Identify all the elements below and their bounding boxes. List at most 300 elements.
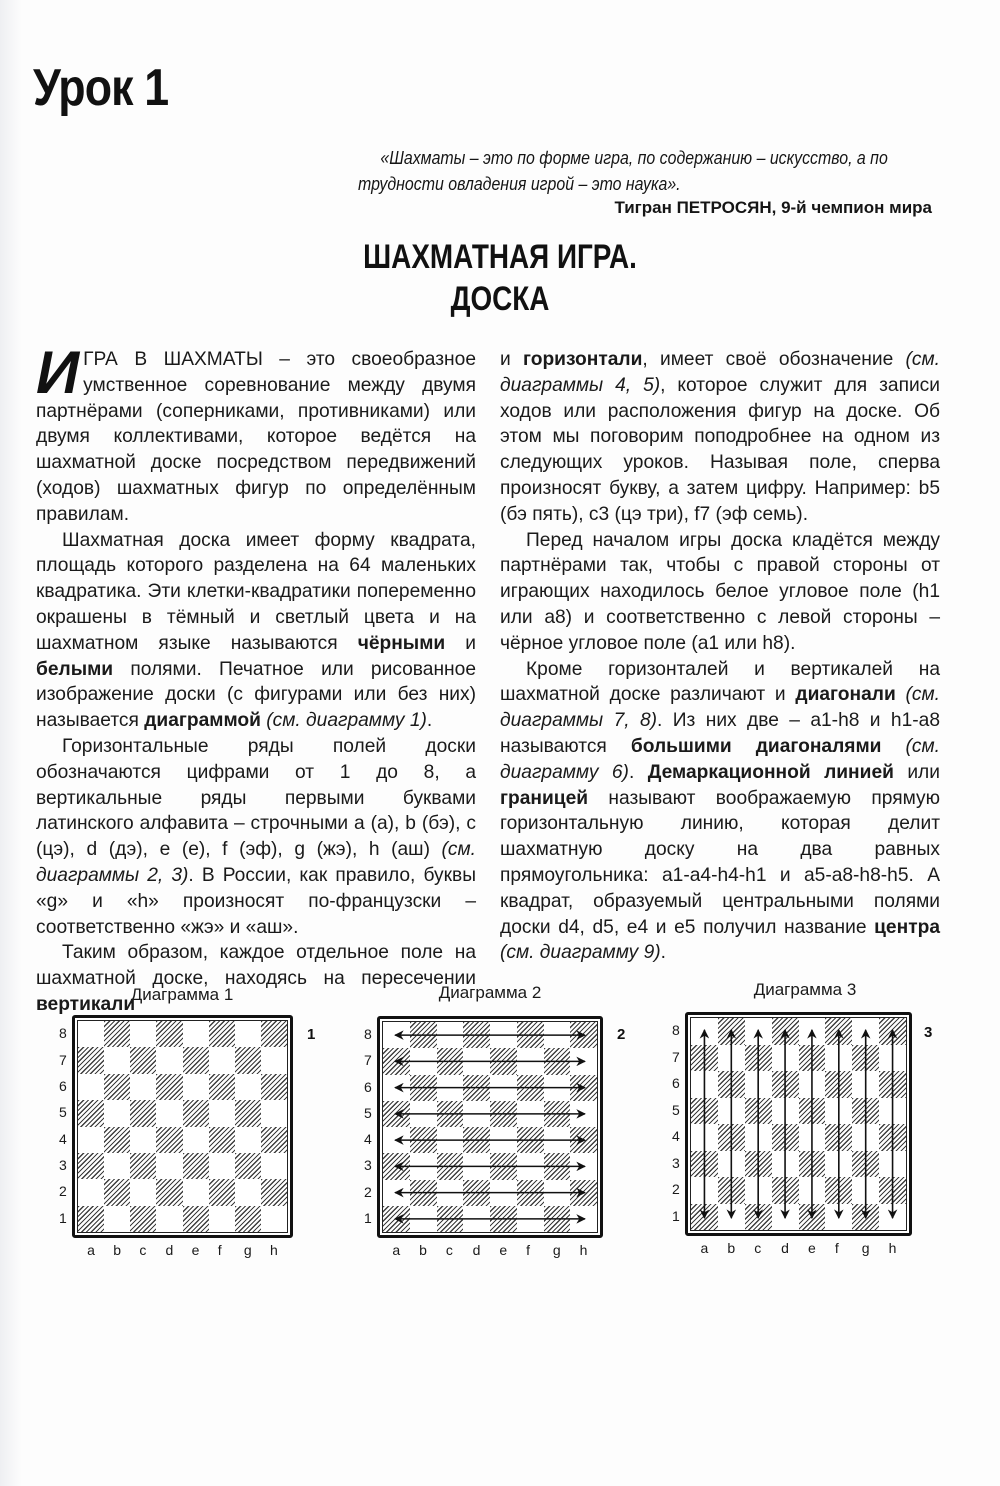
rank-label: 5 xyxy=(364,1104,372,1121)
square-g2 xyxy=(235,1179,261,1205)
file-label: g xyxy=(243,1242,252,1258)
file-label: e xyxy=(191,1242,200,1258)
square-c7 xyxy=(745,1045,772,1072)
square-d5 xyxy=(772,1098,799,1125)
square-c6 xyxy=(130,1074,156,1100)
file-label: d xyxy=(781,1240,789,1256)
square-a2 xyxy=(78,1179,104,1205)
square-b1 xyxy=(104,1206,130,1232)
square-c4 xyxy=(130,1127,156,1153)
square-d8 xyxy=(463,1022,490,1048)
square-f5 xyxy=(209,1100,235,1126)
square-e3 xyxy=(490,1153,517,1179)
square-a8 xyxy=(78,1021,104,1047)
term-horizontal: горизонтали xyxy=(522,349,643,370)
square-g3 xyxy=(544,1153,571,1179)
square-h5 xyxy=(570,1101,597,1127)
square-d7 xyxy=(772,1045,799,1072)
paragraph-lead: ГРА В ШАХМАТЫ xyxy=(83,349,263,370)
square-e8 xyxy=(799,1018,826,1045)
section-title xyxy=(336,236,664,320)
rank-label: 8 xyxy=(59,1025,67,1042)
square-d6 xyxy=(156,1074,182,1100)
square-a7 xyxy=(691,1045,718,1072)
square-f2 xyxy=(825,1177,852,1204)
text-run: и xyxy=(500,349,523,370)
square-g5 xyxy=(544,1101,571,1127)
square-g6 xyxy=(235,1074,261,1100)
rank-label: 6 xyxy=(364,1078,372,1095)
square-a5 xyxy=(78,1100,104,1126)
square-f7 xyxy=(517,1048,544,1074)
square-c8 xyxy=(130,1021,156,1047)
square-d1 xyxy=(156,1206,182,1232)
square-f8 xyxy=(517,1022,544,1048)
text-run: или xyxy=(893,761,940,783)
square-d6 xyxy=(463,1075,490,1101)
square-h7 xyxy=(261,1047,287,1073)
square-f2 xyxy=(517,1180,544,1206)
square-g7 xyxy=(235,1047,261,1073)
square-b5 xyxy=(718,1098,745,1125)
file-label: f xyxy=(834,1240,839,1256)
square-c3 xyxy=(437,1153,464,1179)
square-d3 xyxy=(463,1153,490,1179)
text-run: . В России, как правило, буквы «g» и «h» произносят по-французски – соответственно «жэ» и «аш». xyxy=(36,864,476,938)
square-b5 xyxy=(410,1101,437,1127)
square-e2 xyxy=(490,1180,517,1206)
term-big-diagonals: большими диагоналями xyxy=(630,735,882,757)
square-d2 xyxy=(463,1180,490,1206)
square-d4 xyxy=(772,1124,799,1151)
rank-label: 6 xyxy=(59,1077,67,1094)
square-e5 xyxy=(183,1100,209,1126)
square-e7 xyxy=(490,1048,517,1074)
square-b2 xyxy=(104,1179,130,1205)
square-h6 xyxy=(261,1074,287,1100)
text-run: и xyxy=(445,632,476,654)
square-a2 xyxy=(383,1180,410,1206)
file-label: b xyxy=(419,1242,427,1258)
square-g7 xyxy=(544,1048,571,1074)
square-e7 xyxy=(183,1047,209,1073)
square-c2 xyxy=(745,1177,772,1204)
square-h2 xyxy=(570,1180,597,1206)
square-a4 xyxy=(691,1124,718,1151)
diagram-number: 1 xyxy=(307,1026,316,1043)
text-run: , которое служит для записи ходов или расположения фигур на доске. Об этом мы поговорим поподробнее на одном из следующих уроков. Называя поле, сперва произносят букву, а затем цифру. Например: b5 (бэ пять), c3 (цэ три), f7 (эф семь). xyxy=(500,374,940,525)
square-g1 xyxy=(852,1204,879,1231)
diagram-caption: Диаграмма 1 xyxy=(130,985,234,1004)
square-g5 xyxy=(852,1098,879,1125)
square-g4 xyxy=(544,1127,571,1153)
square-g2 xyxy=(544,1180,571,1206)
square-b3 xyxy=(104,1153,130,1179)
square-h7 xyxy=(879,1045,906,1072)
square-g1 xyxy=(544,1206,571,1232)
square-h4 xyxy=(261,1127,287,1153)
diagram-reference: (см. диаграммы 4, 5) xyxy=(500,349,940,396)
square-d1 xyxy=(463,1206,490,1232)
square-b4 xyxy=(718,1124,745,1151)
file-label: b xyxy=(113,1242,121,1258)
term-white: белыми xyxy=(36,658,114,680)
square-d6 xyxy=(772,1071,799,1098)
square-c8 xyxy=(745,1018,772,1045)
square-h8 xyxy=(570,1022,597,1048)
paragraph-1 xyxy=(36,339,476,528)
chessboard xyxy=(377,1016,603,1238)
square-h8 xyxy=(879,1018,906,1045)
square-f5 xyxy=(517,1101,544,1127)
square-e1 xyxy=(490,1206,517,1232)
term-center: центра xyxy=(874,916,940,938)
square-c5 xyxy=(130,1100,156,1126)
text-column-right xyxy=(500,347,940,966)
paragraph-text: – это своеобразное умственное соревнование между двумя партнёрами (соперниками, противниками) или двумя коллективами, которое ведётся на шахматной доске посредством передвижений (ходов) шахматных фигур по определённым правилам. xyxy=(36,349,476,525)
square-c5 xyxy=(745,1098,772,1125)
square-f1 xyxy=(209,1206,235,1232)
rank-label: 7 xyxy=(364,1052,372,1069)
file-label: c xyxy=(754,1240,762,1256)
text-run xyxy=(881,736,905,757)
square-e5 xyxy=(490,1101,517,1127)
square-g6 xyxy=(544,1075,571,1101)
square-f2 xyxy=(209,1179,235,1205)
rank-label: 8 xyxy=(364,1026,372,1043)
square-b3 xyxy=(410,1153,437,1179)
square-g8 xyxy=(235,1021,261,1047)
square-h3 xyxy=(570,1153,597,1179)
square-a6 xyxy=(78,1074,104,1100)
file-label: f xyxy=(526,1242,531,1258)
square-g7 xyxy=(852,1045,879,1072)
square-f1 xyxy=(825,1204,852,1231)
section-title-line-1: ШАХМАТНАЯ ИГРА. xyxy=(363,238,637,276)
diagram-caption: Диаграмма 2 xyxy=(438,983,542,1002)
diagram-reference: (см. диаграмму 1) xyxy=(266,710,427,732)
rank-label: 3 xyxy=(672,1154,680,1171)
square-g3 xyxy=(852,1151,879,1178)
square-h6 xyxy=(570,1075,597,1101)
square-a7 xyxy=(383,1048,410,1074)
square-e6 xyxy=(799,1071,826,1098)
file-label: e xyxy=(499,1242,508,1258)
square-g1 xyxy=(235,1206,261,1232)
square-f6 xyxy=(825,1071,852,1098)
rank-label: 4 xyxy=(364,1131,372,1148)
square-a1 xyxy=(691,1204,718,1231)
square-h3 xyxy=(261,1153,287,1179)
square-c1 xyxy=(130,1206,156,1232)
rank-label: 3 xyxy=(364,1157,372,1174)
square-g5 xyxy=(235,1100,261,1126)
square-h5 xyxy=(879,1098,906,1125)
square-e8 xyxy=(183,1021,209,1047)
page-edge-shadow xyxy=(0,0,22,1486)
square-d2 xyxy=(156,1179,182,1205)
square-f8 xyxy=(209,1021,235,1047)
square-h4 xyxy=(879,1124,906,1151)
section-title-line-2: ДОСКА xyxy=(450,280,550,318)
square-a5 xyxy=(383,1101,410,1127)
drop-cap: И xyxy=(36,339,80,406)
rank-label: 1 xyxy=(364,1209,372,1226)
square-b6 xyxy=(410,1075,437,1101)
square-b8 xyxy=(104,1021,130,1047)
square-c5 xyxy=(437,1101,464,1127)
text-run: называют воображаемую прямую горизонтальную линию, которая делит шахматную доску на два равных прямоугольника: a1-a4-h4-h1 и a5-a8-h8-h5. А квадрат, образуемый центральными полями доски d4, d5, e4 и e5 получил название xyxy=(500,787,940,938)
rank-label: 7 xyxy=(59,1051,67,1068)
chessboard xyxy=(72,1015,293,1238)
term-diagonals: диагонали xyxy=(795,684,896,706)
square-b6 xyxy=(104,1074,130,1100)
file-label: h xyxy=(888,1240,897,1256)
chessboard xyxy=(685,1012,912,1236)
square-d7 xyxy=(156,1047,182,1073)
square-f3 xyxy=(517,1153,544,1179)
file-label: c xyxy=(445,1242,453,1258)
rank-label: 7 xyxy=(672,1048,680,1065)
square-b8 xyxy=(410,1022,437,1048)
square-d2 xyxy=(772,1177,799,1204)
text-run: . xyxy=(660,942,666,964)
square-c8 xyxy=(437,1022,464,1048)
square-c7 xyxy=(130,1047,156,1073)
file-label: d xyxy=(472,1242,481,1258)
square-c2 xyxy=(437,1180,464,1206)
square-c1 xyxy=(745,1204,772,1231)
square-f5 xyxy=(825,1098,852,1125)
square-e6 xyxy=(183,1074,209,1100)
rank-label: 4 xyxy=(672,1128,680,1145)
rank-label: 6 xyxy=(672,1075,680,1092)
square-b1 xyxy=(410,1206,437,1232)
diagram-reference: (см. диаграмму 9) xyxy=(500,942,661,964)
square-a7 xyxy=(78,1047,104,1073)
square-f7 xyxy=(825,1045,852,1072)
rank-label: 5 xyxy=(672,1101,680,1118)
square-h4 xyxy=(570,1127,597,1153)
square-h7 xyxy=(570,1048,597,1074)
square-h3 xyxy=(879,1151,906,1178)
file-label: d xyxy=(165,1242,174,1258)
paragraph-5 xyxy=(500,528,940,657)
square-c1 xyxy=(437,1206,464,1232)
term-diagram: диаграммой xyxy=(144,710,261,732)
square-d7 xyxy=(463,1048,490,1074)
rank-label: 3 xyxy=(59,1157,67,1174)
square-h2 xyxy=(879,1177,906,1204)
square-h1 xyxy=(570,1206,597,1232)
square-h8 xyxy=(261,1021,287,1047)
paragraph-6 xyxy=(500,657,940,967)
square-e4 xyxy=(183,1127,209,1153)
square-e1 xyxy=(183,1206,209,1232)
square-c6 xyxy=(745,1071,772,1098)
epigraph xyxy=(358,145,938,221)
rank-label: 1 xyxy=(59,1209,67,1226)
epigraph-author: Тигран ПЕТРОСЯН, 9-й чемпион мира xyxy=(614,198,932,217)
square-b4 xyxy=(104,1127,130,1153)
square-f6 xyxy=(517,1075,544,1101)
square-b8 xyxy=(718,1018,745,1045)
square-a3 xyxy=(691,1151,718,1178)
square-e4 xyxy=(799,1124,826,1151)
square-e2 xyxy=(183,1179,209,1205)
square-h5 xyxy=(261,1100,287,1126)
square-g4 xyxy=(235,1127,261,1153)
text-run: . Из них две – a1-h8 и h1-a8 называются xyxy=(500,710,940,757)
square-g8 xyxy=(544,1022,571,1048)
text-run: Горизонтальные ряды полей доски обозначаются цифрами от 1 до 8, а вертикальные ряды первыми буквами латинского алфавита – строчными a (а), b (бэ), c (цэ), d (дэ), e (е), f (эф), g (жэ), h (аш) xyxy=(36,735,476,861)
square-f3 xyxy=(825,1151,852,1178)
square-f6 xyxy=(209,1074,235,1100)
square-d3 xyxy=(156,1153,182,1179)
rank-label: 8 xyxy=(672,1022,680,1039)
diagram-reference: (см. диаграммы 2, 3) xyxy=(36,839,476,886)
text-run: , имеет своё обозначение xyxy=(642,349,906,370)
file-label: c xyxy=(139,1242,147,1258)
square-e3 xyxy=(799,1151,826,1178)
text-run: . xyxy=(628,761,648,783)
diagram-reference: (см. диаграммы 7, 8) xyxy=(500,684,940,732)
square-g2 xyxy=(852,1177,879,1204)
file-label: e xyxy=(807,1240,816,1256)
rank-label: 1 xyxy=(672,1207,680,1224)
square-e4 xyxy=(490,1127,517,1153)
square-a4 xyxy=(78,1127,104,1153)
lesson-title: Урок 1 xyxy=(33,59,169,117)
square-c2 xyxy=(130,1179,156,1205)
rank-label: 2 xyxy=(364,1183,372,1200)
square-c4 xyxy=(745,1124,772,1151)
square-d5 xyxy=(156,1100,182,1126)
file-label: a xyxy=(87,1242,95,1258)
term-vertical: вертикали xyxy=(36,993,136,1015)
square-d5 xyxy=(463,1101,490,1127)
term-black: чёрными xyxy=(357,632,446,654)
text-run: . xyxy=(426,710,433,732)
square-a2 xyxy=(691,1177,718,1204)
square-a1 xyxy=(78,1206,104,1232)
square-e2 xyxy=(799,1177,826,1204)
square-e7 xyxy=(799,1045,826,1072)
square-a6 xyxy=(383,1075,410,1101)
rank-label: 5 xyxy=(59,1104,67,1121)
file-label: a xyxy=(392,1242,401,1258)
square-e1 xyxy=(799,1204,826,1231)
file-label: f xyxy=(217,1242,222,1258)
paragraph-4-continued xyxy=(500,347,940,528)
square-f4 xyxy=(517,1127,544,1153)
square-c6 xyxy=(437,1075,464,1101)
text-run: Таким образом, каждое отдельное поле на шахматной доске, находясь на пересечении xyxy=(36,942,476,990)
square-a8 xyxy=(691,1018,718,1045)
square-a4 xyxy=(383,1127,410,1153)
square-e8 xyxy=(490,1022,517,1048)
square-a3 xyxy=(78,1153,104,1179)
square-h1 xyxy=(879,1204,906,1231)
file-label: g xyxy=(552,1242,561,1258)
rank-label: 2 xyxy=(59,1183,67,1200)
square-c3 xyxy=(130,1153,156,1179)
square-a3 xyxy=(383,1153,410,1179)
square-c3 xyxy=(745,1151,772,1178)
square-f4 xyxy=(825,1124,852,1151)
file-label: a xyxy=(700,1240,709,1256)
square-f3 xyxy=(209,1153,235,1179)
file-label: h xyxy=(579,1242,588,1258)
square-g4 xyxy=(852,1124,879,1151)
square-b5 xyxy=(104,1100,130,1126)
square-b2 xyxy=(718,1177,745,1204)
square-d4 xyxy=(156,1127,182,1153)
square-c4 xyxy=(437,1127,464,1153)
square-b7 xyxy=(104,1047,130,1073)
diagram-caption: Диаграмма 3 xyxy=(753,980,857,999)
square-a1 xyxy=(383,1206,410,1232)
diagram-reference: (см. диаграмму 6) xyxy=(500,735,940,783)
square-h2 xyxy=(261,1179,287,1205)
square-g6 xyxy=(852,1071,879,1098)
square-h6 xyxy=(879,1071,906,1098)
paragraph-2 xyxy=(36,528,476,734)
square-d8 xyxy=(156,1021,182,1047)
square-f4 xyxy=(209,1127,235,1153)
rank-label: 2 xyxy=(672,1181,680,1198)
square-b7 xyxy=(718,1045,745,1072)
rank-label: 4 xyxy=(59,1130,67,1147)
square-e6 xyxy=(490,1075,517,1101)
file-label: b xyxy=(727,1240,736,1256)
term-border: границей xyxy=(500,787,589,809)
square-b1 xyxy=(718,1204,745,1231)
square-a6 xyxy=(691,1071,718,1098)
square-b6 xyxy=(718,1071,745,1098)
text-run: Шахматная доска имеет форму квадрата, площадь которого разделена на 64 маленьких квадратика. Эти клетки-квадратики попеременно окрашены в тёмный и светлый цвета и на шахматном языке называются xyxy=(36,529,476,654)
square-f7 xyxy=(209,1047,235,1073)
paragraph-4-start xyxy=(36,940,476,1017)
text-run: Перед началом игры доска кладётся между партнёрами так, чтобы с правой стороны от играющих находилось белое угловое поле (h1 или a8) и соответственно с левой стороны – чёрное угловое поле (a1 или h8). xyxy=(500,529,940,654)
square-b3 xyxy=(718,1151,745,1178)
square-b4 xyxy=(410,1127,437,1153)
square-g8 xyxy=(852,1018,879,1045)
file-label: g xyxy=(861,1240,870,1256)
square-b7 xyxy=(410,1048,437,1074)
text-run: Кроме горизонталей и вертикалей на шахматной доске различают и xyxy=(500,658,940,706)
square-d8 xyxy=(772,1018,799,1045)
epigraph-quote: «Шахматы – это по форме игра, по содержанию – искусство, а по трудности овладения игрой – это наука». xyxy=(358,147,888,194)
square-f8 xyxy=(825,1018,852,1045)
square-d4 xyxy=(463,1127,490,1153)
square-c7 xyxy=(437,1048,464,1074)
square-b2 xyxy=(410,1180,437,1206)
diagram-number: 2 xyxy=(617,1026,626,1043)
diagram-number: 3 xyxy=(924,1024,933,1041)
square-e5 xyxy=(799,1098,826,1125)
term-demarcation-line: Демаркационной линией xyxy=(647,761,894,783)
square-e3 xyxy=(183,1153,209,1179)
square-f1 xyxy=(517,1206,544,1232)
text-column-left xyxy=(36,339,476,1018)
square-d3 xyxy=(772,1151,799,1178)
square-g3 xyxy=(235,1153,261,1179)
square-h1 xyxy=(261,1206,287,1232)
paragraph-3 xyxy=(36,734,476,940)
square-a8 xyxy=(383,1022,410,1048)
file-label: h xyxy=(269,1242,278,1258)
